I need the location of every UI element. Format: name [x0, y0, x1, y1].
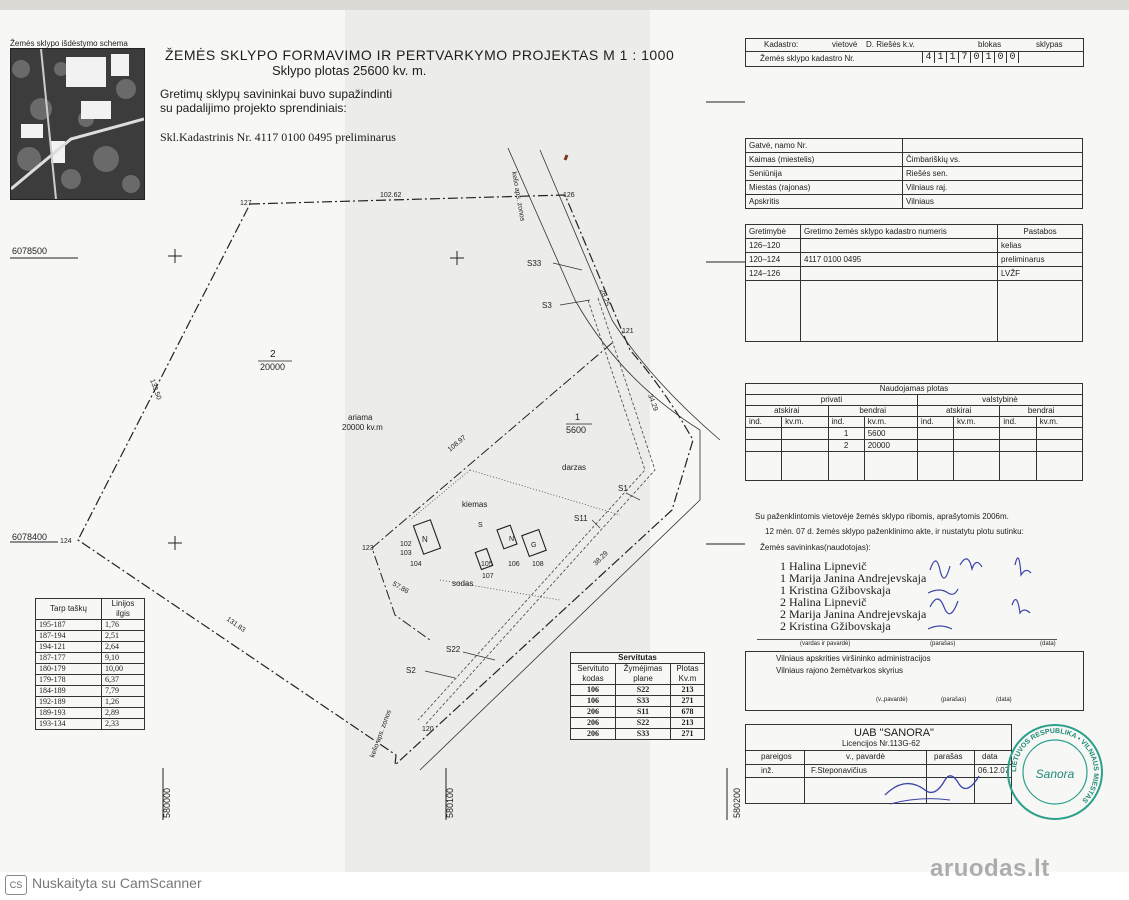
signature-caption-date: (data) — [1040, 641, 1056, 647]
cell — [746, 428, 782, 440]
table-row — [36, 708, 145, 719]
cell — [954, 428, 1000, 440]
col-date: data — [982, 752, 998, 761]
cell: 5600 — [864, 428, 917, 440]
point-label: 108 — [532, 561, 544, 568]
table-row — [36, 719, 145, 730]
neighbors-note-1: Gretimų sklypų savininkai buvo supažindinti — [160, 87, 393, 101]
col-sign: parašas — [934, 752, 963, 761]
cell — [864, 452, 917, 481]
parcel1-area: 5600 — [566, 425, 587, 435]
address-value: Vilniaus raj. — [903, 181, 1083, 195]
point-label: 120 — [422, 726, 434, 733]
cell: 213 — [671, 685, 705, 696]
table-header-row — [571, 664, 705, 685]
table-row — [36, 697, 145, 708]
cell — [782, 428, 828, 440]
col-header: Plotas Kv.m — [671, 664, 705, 685]
cell: 7,79 — [102, 686, 145, 697]
road-zone-label: kelio aps. zonos — [369, 709, 394, 759]
coord-x: 580200 — [732, 787, 742, 818]
valstybine-header: valstybinė — [917, 395, 1082, 406]
cell: 4117 0100 0495 — [801, 253, 998, 267]
owner-line: 1 Marija Janina Andrejevskaja — [780, 571, 927, 585]
building-label: G — [531, 542, 537, 549]
cell: 678 — [671, 707, 705, 718]
cell: 179-178 — [36, 675, 102, 686]
divider — [746, 51, 1083, 52]
table-header-row — [746, 225, 1083, 239]
cell: 213 — [671, 718, 705, 729]
kadastro-number-label: Žemės sklypo kadastro Nr. — [760, 54, 855, 63]
zone-label: darzas — [562, 463, 587, 472]
vietove-value: D. Riešės k.v. — [866, 40, 915, 49]
owner-line: 2 Kristina Gžibovskaja — [780, 619, 891, 633]
table-row — [36, 653, 145, 664]
point-label: 105 — [481, 561, 493, 568]
col-header: Gretimo žemės sklypo kadastro numeris — [801, 225, 998, 239]
table-row — [746, 181, 1083, 195]
coord-y: 6078500 — [12, 246, 48, 256]
point-label: 107 — [482, 573, 494, 580]
address-label: Gatvė, namo Nr. — [746, 139, 903, 153]
date-value: 06.12.07 — [978, 766, 1010, 775]
address-label: Seniūnija — [746, 167, 903, 181]
col-header: Pastabos — [998, 225, 1083, 239]
bendrai-header: bendrai — [828, 406, 917, 417]
stamp-center-text: Sanora — [1035, 767, 1075, 781]
coord-x: 580100 — [445, 787, 455, 818]
building-label: S — [478, 522, 483, 529]
owners-label: Žemės savininkas(naudotojas): — [760, 543, 871, 552]
cell: kv.m. — [1036, 417, 1082, 428]
table-row — [746, 239, 1083, 253]
col-pareigos: pareigos — [761, 752, 792, 761]
cell: 2,64 — [102, 642, 145, 653]
cell: 206 — [571, 729, 616, 740]
point-label: 127 — [240, 200, 252, 207]
parcel2-area: 20000 — [260, 362, 286, 372]
cell: 2,51 — [102, 631, 145, 642]
digit: 1 — [934, 52, 946, 63]
point-label: 106 — [508, 561, 520, 568]
kadastro-digits — [922, 52, 1019, 63]
parcel2-use-area: 20000 kv.m — [342, 423, 383, 432]
parcel1-id: 1 — [575, 412, 581, 422]
cell — [917, 452, 953, 481]
engineer-signature — [880, 760, 990, 810]
address-value: Čimbariškių vs. — [903, 153, 1083, 167]
privati-header: privati — [746, 395, 918, 406]
cs-icon-text: CS — [9, 880, 23, 890]
digit: 1 — [982, 52, 994, 63]
main-title: ŽEMĖS SKLYPO FORMAVIMO IR PERTVARKYMO PROJEKTAS M 1 : 1000 — [165, 47, 675, 63]
cell — [1000, 452, 1036, 481]
table-row — [746, 153, 1083, 167]
cell: kv.m. — [864, 417, 917, 428]
digit: 4 — [922, 52, 934, 63]
cell — [954, 452, 1000, 481]
table-row — [36, 675, 145, 686]
point-label: 121 — [622, 328, 634, 335]
address-label: Kaimas (miestelis) — [746, 153, 903, 167]
company-license: Licencijos Nr.113G-62 — [842, 739, 921, 748]
admin-cap-date: (data) — [996, 697, 1012, 703]
table-row — [36, 686, 145, 697]
parcel2-id: 2 — [270, 349, 276, 360]
point-label: 124 — [60, 538, 72, 545]
table-row — [36, 620, 145, 631]
atskirai-header: atskirai — [746, 406, 829, 417]
cell: 184-189 — [36, 686, 102, 697]
servitude-label: S22 — [446, 645, 461, 654]
cell — [801, 281, 998, 342]
length-label: 131.83 — [224, 615, 247, 634]
cell: 271 — [671, 729, 705, 740]
servitude-label: S2 — [406, 666, 416, 675]
cell: 195-187 — [36, 620, 102, 631]
cell: S22 — [616, 718, 671, 729]
length-label: 28.25 — [598, 288, 611, 308]
col-header: Tarp taškų — [36, 599, 102, 620]
cell: 6,37 — [102, 675, 145, 686]
atskirai-header: atskirai — [917, 406, 1000, 417]
cell — [998, 281, 1083, 342]
admin-cap-sign: (parašas) — [941, 697, 967, 703]
cell: 1 — [828, 428, 864, 440]
point-label: 103 — [400, 550, 412, 557]
point-label: 102 — [400, 541, 412, 548]
cell: 1,26 — [102, 697, 145, 708]
cell: 20000 — [864, 440, 917, 452]
declaration-line-1: Su paženklintomis vietovėje žemės sklypo ribomis, aprašytomis 2006m. — [755, 512, 1009, 521]
cell: 106 — [571, 685, 616, 696]
cell — [801, 267, 998, 281]
table-row — [746, 384, 1083, 395]
digit: 1 — [946, 52, 958, 63]
cell: 180-179 — [36, 664, 102, 675]
address-table — [745, 138, 1083, 209]
signature-caption-sign: (parašas) — [930, 641, 956, 647]
person-value: F.Steponavičius — [811, 766, 868, 775]
cell: kelias — [998, 239, 1083, 253]
table-row — [746, 195, 1083, 209]
length-label: 57.86 — [391, 580, 410, 596]
cell — [746, 281, 801, 342]
cell: 206 — [571, 718, 616, 729]
cell: 124–126 — [746, 267, 801, 281]
table-row — [571, 653, 705, 664]
point-label: 123 — [362, 545, 374, 552]
cell: 187-177 — [36, 653, 102, 664]
grid-crosses — [168, 249, 464, 550]
cell: ind. — [828, 417, 864, 428]
cell: 10,00 — [102, 664, 145, 675]
cell — [1036, 428, 1082, 440]
servitude-label: S1 — [618, 484, 628, 493]
cell: 187-194 — [36, 631, 102, 642]
cell: 126–120 — [746, 239, 801, 253]
zone-label: kiemas — [462, 500, 488, 509]
cell: S33 — [616, 696, 671, 707]
owner-line: 2 Marija Janina Andrejevskaja — [780, 607, 927, 621]
length-label: 38.29 — [592, 550, 610, 568]
cell: 2,89 — [102, 708, 145, 719]
owner-line: 1 Halina Lipnevič — [780, 559, 867, 573]
cell: ind. — [917, 417, 953, 428]
servitude-label: S3 — [542, 301, 552, 310]
area-line: Sklypo plotas 25600 kv. m. — [272, 63, 427, 78]
table-row — [746, 406, 1083, 417]
cell: 189-193 — [36, 708, 102, 719]
table-row — [36, 664, 145, 675]
cell: 2,33 — [102, 719, 145, 730]
length-label: 34.29 — [646, 393, 659, 413]
cell: 271 — [671, 696, 705, 707]
vietove-label: vietovė — [832, 40, 858, 49]
cell — [828, 452, 864, 481]
table-row — [571, 718, 705, 729]
digit: 7 — [958, 52, 970, 63]
declaration-border — [757, 639, 1057, 640]
table-row — [746, 167, 1083, 181]
cell — [746, 452, 782, 481]
company-stamp — [1005, 720, 1105, 824]
cell: 106 — [571, 696, 616, 707]
admin-cap-name: (v.,pavardė) — [876, 697, 908, 703]
cell — [782, 440, 828, 452]
table-row — [36, 642, 145, 653]
table-row — [746, 417, 1083, 428]
col-header: Linijos ilgis — [102, 599, 145, 620]
building-label: N — [422, 535, 428, 544]
digit: 0 — [970, 52, 982, 63]
table-row — [746, 452, 1083, 481]
cell — [746, 440, 782, 452]
company-name: UAB "SANORA" — [854, 727, 934, 739]
zone-label: sodas — [452, 579, 474, 588]
owner-signatures — [920, 545, 1040, 640]
address-value — [903, 139, 1083, 153]
col-header: Gretimybė — [746, 225, 801, 239]
blokas-label: blokas — [978, 40, 1002, 49]
building-label: N — [509, 536, 515, 543]
cell: preliminarus — [998, 253, 1083, 267]
signature-caption-name: (vardas ir pavardė) — [800, 641, 851, 647]
servitutas-table — [570, 652, 705, 740]
length-label: 133.50 — [148, 378, 163, 401]
neighbors-table — [745, 224, 1083, 342]
role-value: inž. — [761, 766, 774, 775]
declaration-line-2: 12 mėn. 07 d. žemės sklypo paženklinimo akte, ir nustatytu plotu sutinku: — [765, 527, 1024, 536]
divider — [746, 750, 1011, 751]
table-row — [571, 729, 705, 740]
kadastro-block — [745, 38, 1084, 67]
digit: 0 — [1006, 52, 1019, 63]
coord-y: 6078400 — [12, 532, 48, 542]
length-label: 102.62 — [380, 192, 402, 199]
cell — [782, 452, 828, 481]
cell: S11 — [616, 707, 671, 718]
col-divider — [804, 750, 805, 803]
cell: 193-134 — [36, 719, 102, 730]
road-zone-label: kelio aps. zonos — [510, 171, 526, 222]
cell: S33 — [616, 729, 671, 740]
coord-x: 580000 — [162, 787, 172, 818]
admin-line-2: Vilniaus rajono žemėtvarkos skyrius — [776, 666, 904, 675]
table-row — [746, 281, 1083, 342]
cell — [1036, 440, 1082, 452]
usage-table — [745, 383, 1083, 481]
admin-box — [745, 651, 1084, 711]
cell: 1,76 — [102, 620, 145, 631]
segments-table — [35, 598, 145, 730]
cell: kv.m. — [954, 417, 1000, 428]
point-label: 126 — [563, 192, 575, 199]
stamp-ring-textpath: LIETUVOS RESPUBLIKA • VILNIAUS MIESTAS — [1010, 727, 1100, 804]
table-row — [571, 685, 705, 696]
cell: ind. — [746, 417, 782, 428]
address-value: Riešės sen. — [903, 167, 1083, 181]
cadastral-note: Skl.Kadastrinis Nr. 4117 0100 0495 preliminarus — [160, 130, 396, 144]
col-name: v., pavardė — [846, 752, 885, 761]
camscanner-text: Nuskaityta su CamScanner — [32, 875, 202, 891]
parcel2-use: ariama — [348, 413, 373, 422]
cell: 9,10 — [102, 653, 145, 664]
neighbors-note-2: su padalijimo projekto sprendiniais: — [160, 101, 347, 115]
point-label: 104 — [410, 561, 422, 568]
cell: LVŽF — [998, 267, 1083, 281]
owners-list — [780, 560, 926, 632]
table-row — [746, 253, 1083, 267]
table-row — [746, 440, 1083, 452]
owner-line: 2 Halina Lipnevič — [780, 595, 867, 609]
cell: 120–124 — [746, 253, 801, 267]
cell: 192-189 — [36, 697, 102, 708]
watermark-logo: aruodas.lt — [930, 855, 1050, 882]
owner-line: 1 Kristina Gžibovskaja — [780, 583, 891, 597]
bendrai-header: bendrai — [1000, 406, 1083, 417]
servitutas-title: Servitutas — [571, 653, 705, 664]
table-row — [746, 139, 1083, 153]
servitude-label: S11 — [574, 514, 588, 523]
cell: kv.m. — [782, 417, 828, 428]
length-label: 108.97 — [446, 434, 468, 454]
cell — [954, 440, 1000, 452]
cell — [917, 428, 953, 440]
table-row — [571, 696, 705, 707]
cell: ind. — [1000, 417, 1036, 428]
table-row — [571, 707, 705, 718]
admin-line-1: Vilniaus apskrities viršininko administracijos — [776, 654, 931, 663]
cell: S22 — [616, 685, 671, 696]
servitude-label: S33 — [527, 259, 542, 268]
table-header-row — [36, 599, 145, 620]
cell — [1000, 440, 1036, 452]
usage-title: Naudojamas plotas — [746, 384, 1083, 395]
cell — [1000, 428, 1036, 440]
cell — [917, 440, 953, 452]
cell: 194-121 — [36, 642, 102, 653]
cell: 206 — [571, 707, 616, 718]
address-value: Vilniaus — [903, 195, 1083, 209]
cell — [1036, 452, 1082, 481]
table-row — [746, 395, 1083, 406]
table-row — [746, 428, 1083, 440]
kadastro-label: Kadastro: — [764, 40, 799, 49]
address-label: Apskritis — [746, 195, 903, 209]
cell — [801, 239, 998, 253]
digit: 0 — [994, 52, 1006, 63]
sklypas-label: sklypas — [1036, 40, 1063, 49]
col-header: Servituto kodas — [571, 664, 616, 685]
table-row — [36, 631, 145, 642]
inset-title: Žemės sklypo išdėstymo schema — [10, 39, 128, 48]
camscanner-logo-icon — [5, 875, 27, 895]
cell: 2 — [828, 440, 864, 452]
table-row — [746, 267, 1083, 281]
col-header: Žymėjimas plane — [616, 664, 671, 685]
address-label: Miestas (rajonas) — [746, 181, 903, 195]
